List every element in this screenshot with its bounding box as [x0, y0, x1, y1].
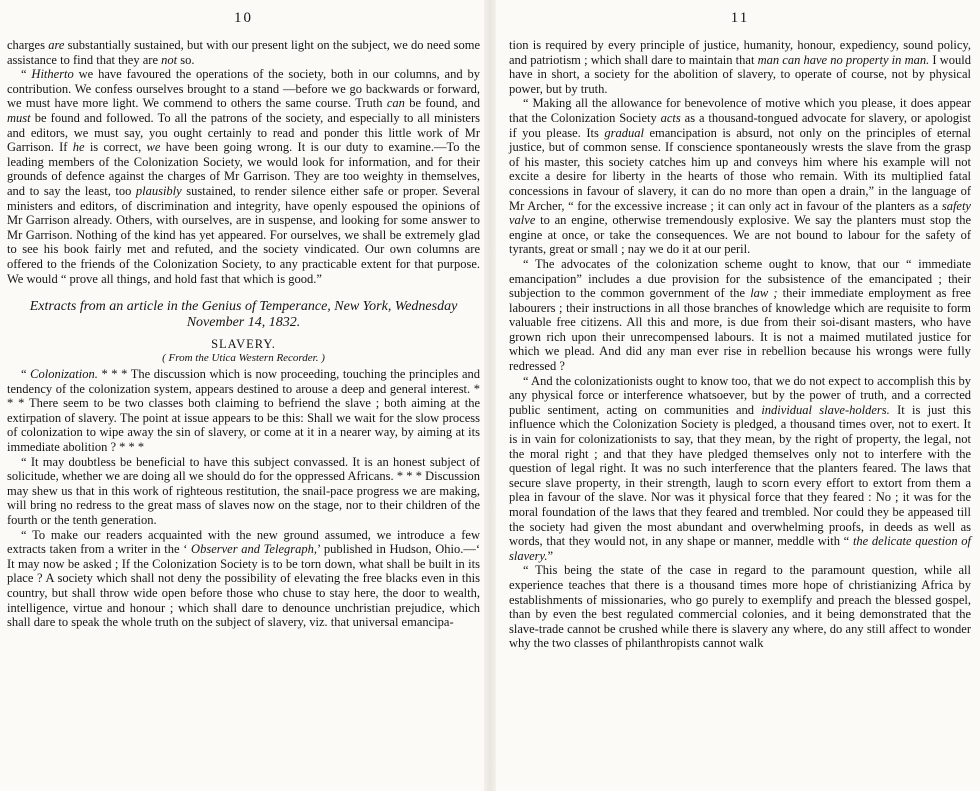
section-heading: Extracts from an article in the Genius of Temperance, New York, Wednesday November 14, 1832.: [29, 299, 458, 331]
paragraph: “ This being the state of the case in regard to the paramount question, while all experience teaches that there is a thousand times more hope of christianizing Africa by establishments of missionaries, who go purely to exemplify and preach the blessed gospel, than by even the best regulated commercial colonies, and it being demonstrated that the slave-trade cannot be crushed while there is slavery any where, do any still affect to wonder why the two classes of philanthropists cannot walk: [509, 563, 971, 651]
page-number-left: 10: [234, 10, 253, 26]
paragraph: “ And the colonizationists ought to know too, that we do not expect to accomplish this by any physical force or interference whatsoever, but by the power of truth, and a corrected public sentiment, acting on communities and individual slave-holders. It is just this influence which the Colonization Society is pledged, a thousand times over, not to exert. It is in vain for colonizationists to say, that they mean, by the right of property, the legal, not the moral right ; and that they have pledged themselves only not to interfere with the question of legal right. It was no such interference that the planters feared. The laws that secure slave property, in their strength, laugh to scorn every effort to extort from them a plea in favour of the slave. Nor was it physical force that they feared : No ; it was for the moral foundation of the laws that they feared and trembled. Nor could they be appeased till the society had given the most abundant and overwhelming proofs, in deeds as well as words, that they would not, in any shape or manner, meddle with “ the delicate question of slavery.”: [509, 373, 972, 563]
paragraph: “ It may doubtless be beneficial to have this subject convassed. It is an honest subject of solicitude, whether we are doing all we should do for the oppressed Africans. * * * Discussion may shew us that in this work of righteous restitution, the snail-pace progress we are making, will bring no redress to the great mass of slaves now on the stage, nor to their children of the fourth or the tenth generation.: [7, 454, 480, 528]
paragraph: charges are substantially sustained, but with our present light on the subject, we do need some assistance to find that they are not so.: [7, 38, 480, 67]
book-gutter: [484, 0, 496, 791]
right-page: [500, 0, 980, 791]
paragraph: “ To make our readers acquainted with the new ground assumed, we introduce a few extracts taken from a writer in the ‘ Observer and Telegraph,’ published in Hudson, Ohio.—‘ It may now be asked ; If the Colonization Society is to be torn down, what shall be built in its place ? A society which shall not deny the possibility of elevating the free blacks even in this country, but shall throw wide open before those who chuse to stay here, the door to wealth, intelligence, virtue and honour ; which shall dare to denounce unchristian prejudice, which shall dare to speak the whole truth on the subject of slavery, viz. that universal emancipa-: [7, 527, 480, 630]
source-note: ( From the Utica Western Recorder. ): [162, 352, 325, 365]
left-page: [0, 0, 480, 791]
section-title: SLAVERY.: [211, 337, 276, 352]
paragraph: “ Making all the allowance for benevolence of motive which you please, it does appear that the Colonization Society acts as a thousand-tongued advocate for slavery, or apologist if you please. Its gradual emancipation is absurd, not only on the principles of eternal justice, but of common sense. If conscience spontaneously wrests the slave from the grasp of his master, this society catches him up and conveys him where his example will not excite a desire for liberty in the hearts of those who remain. With its multiplied fatal concessions in favour of slavery, it can do no more than open a drain,” in the language of Mr Archer, “ for the excessive increase ; it can only act in favour of the planters as a safety valve to an engine, otherwise tremendously explosive. We say the planters must stop the engine at once, or take the consequences. We are not bound to labour for the safety of tyrants, great or small ; nay we do it at our peril.: [509, 96, 972, 257]
page-number-right: 11: [730, 10, 750, 26]
paragraph: “ Colonization. * * * The discussion which is now proceeding, touching the principles and tendency of the colonization system, appears destined to arouse a deep and general interest. * * * There seem to be two classes both claiming to befriend the slave ; both aiming at the extirpation of slavery. The point at issue appears to be this: Shall we wait for the slow process of colonization to wipe away the sin of slavery, or come at it in a nearer way, by aiming at its immediate abolition ? * * *: [7, 367, 480, 455]
paragraph: tion is required by every principle of justice, humanity, honour, expediency, sound policy, and patriotism ; which shall dare to maintain that man can have no property in man. I would have in short, a society for the abolition of slavery, to operate of course, not by physical power, but by truth.: [509, 38, 971, 96]
paragraph: “ The advocates of the colonization scheme ought to know, that our “ immediate emancipation” includes a due provision for the subsistence of the emancipated ; their subjection to the common government of the law ; their immediate employment as free labourers ; their instructions in all those branches of knowledge which are requisite to form valuable free citizens. All this and more, is due from their soi-disant masters, who have grown rich upon their unrecompensed labours. It is not a maimed mutilated justice for which we plead. And did any man ever rise in rebellion because his wrongs were fully redressed ?: [509, 256, 971, 374]
paragraph: “ Hitherto we have favoured the operations of the society, both in our columns, and by contribution. We confess ourselves brought to a stand —before we go backwards or forward, we must have more light. We commend to others the same course. Truth can be found, and must be found and followed. To all the patrons of the society, and especially to all ministers and editors, we must say, you ought certainly to read and ponder this little work of Mr Garrison. If he is correct, we have been going wrong. It is our duty to examine.—To the leading members of the Colonization Society, we would look for information, and for their grounds of defence against the charges of Mr Garrison. They are too weighty in themselves, and to say the least, too plausibly sustained, to render silence either safe or proper. Several ministers and editors, of discrimination and integrity, have openly espoused the opinions of Mr Garrison already. Others, with ourselves, are in suspense, and looking for some answer to Mr Garrison. Nothing of the kind has yet appeared. For ourselves, we shall be extremely glad to see his book fairly met and refuted, and the society vindicated. Our own columns are offered to the friends of the Colonization Society, to any practicable extent for that purpose. We would “ prove all things, and hold fast that which is good.”: [7, 67, 480, 286]
